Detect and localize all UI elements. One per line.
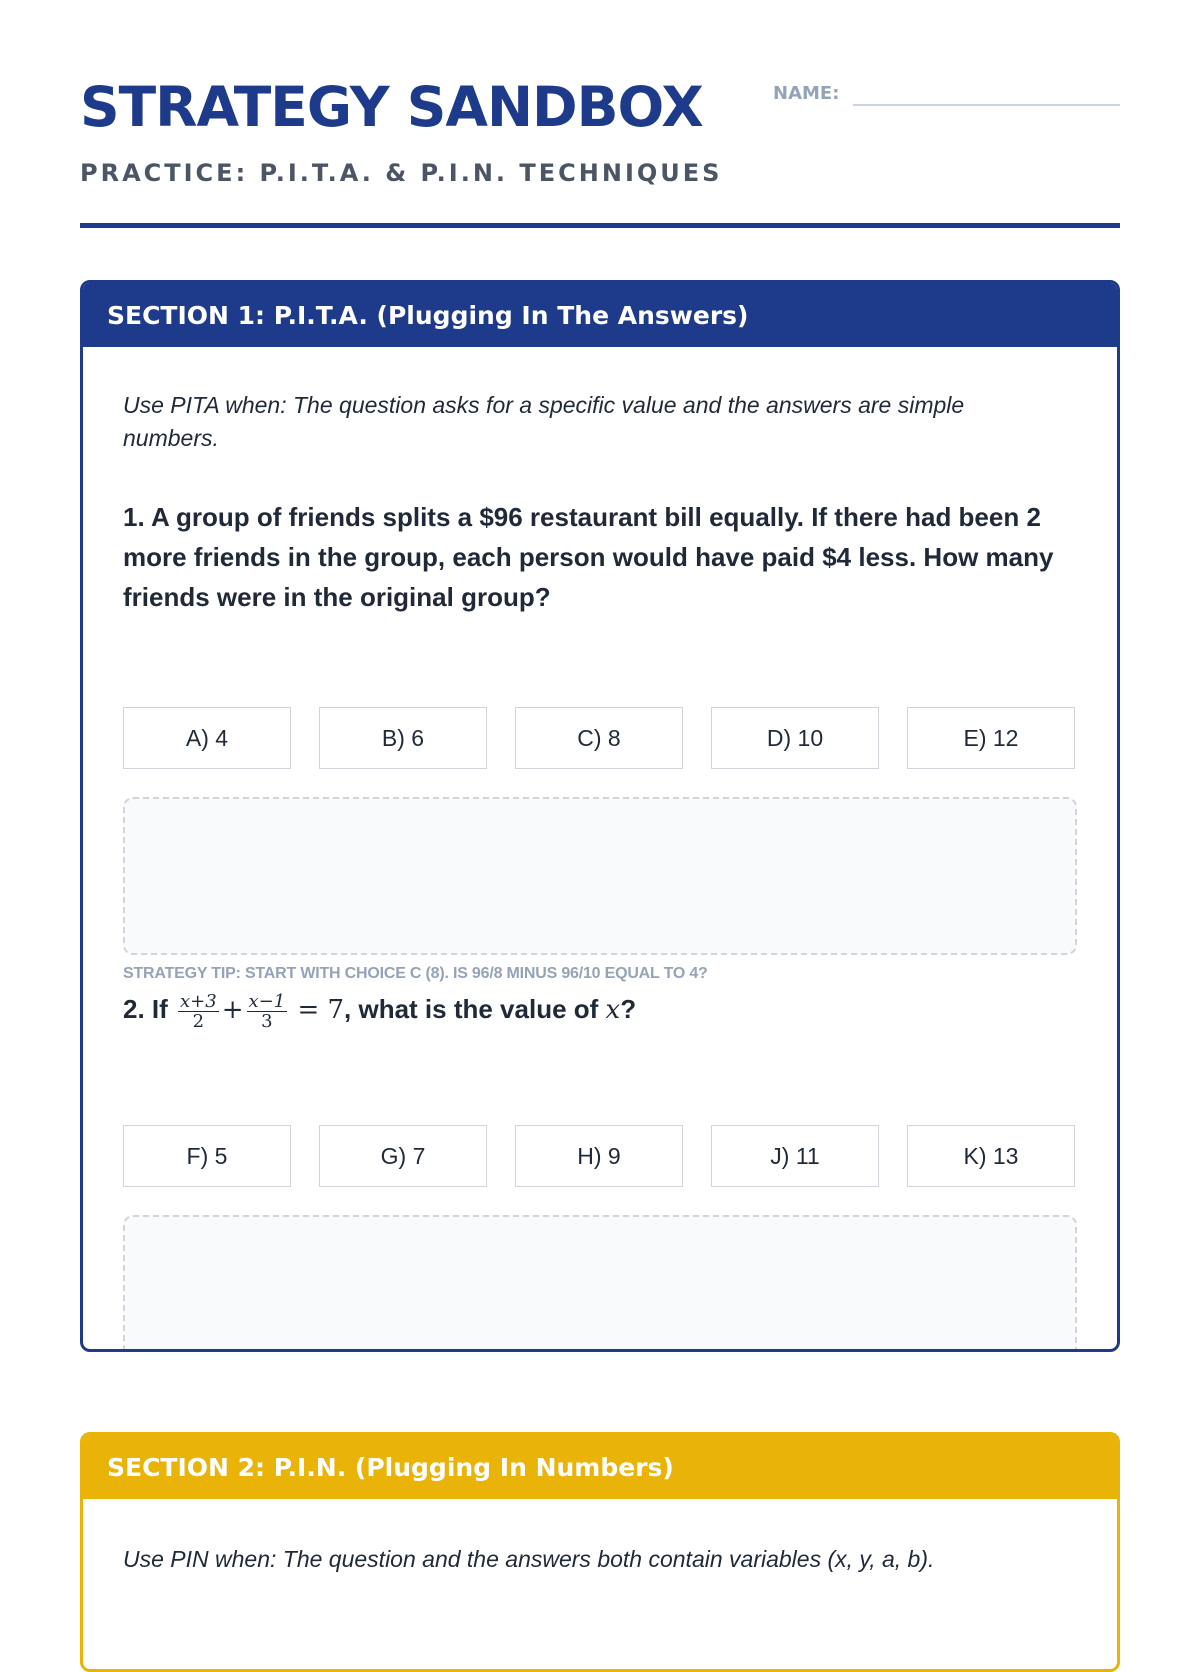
question-2-work-area[interactable]: [123, 1215, 1077, 1352]
fraction-1-denominator: 2: [192, 1010, 205, 1032]
choice-k[interactable]: K) 13: [907, 1125, 1075, 1187]
choice-e[interactable]: E) 12: [907, 707, 1075, 769]
choice-c[interactable]: C) 8: [515, 707, 683, 769]
choice-f[interactable]: F) 5: [123, 1125, 291, 1187]
choice-g[interactable]: G) 7: [319, 1125, 487, 1187]
page-title: STRATEGY SANDBOX: [80, 75, 703, 139]
fraction-1: [178, 992, 219, 1031]
section-pin: [80, 1432, 1120, 1672]
choice-a[interactable]: A) 4: [123, 707, 291, 769]
fraction-2: [247, 992, 288, 1031]
question-2-mark: ?: [620, 994, 637, 1024]
name-label: NAME:: [773, 83, 840, 104]
question-1-work-area[interactable]: [123, 797, 1077, 955]
variable-x: x: [605, 995, 621, 1025]
choice-h[interactable]: H) 9: [515, 1125, 683, 1187]
section-pin-heading: SECTION 2: P.I.N. (Plugging In Numbers): [83, 1435, 1117, 1499]
section-pita-intro: Use PITA when: The question asks for a specific value and the answers are simple numbers.: [123, 392, 965, 451]
page-subtitle: PRACTICE: P.I.T.A. & P.I.N. TECHNIQUES: [80, 159, 723, 187]
fraction-2-numerator: x−1: [248, 990, 286, 1012]
fraction-2-denominator: 3: [261, 1010, 273, 1032]
choice-b[interactable]: B) 6: [319, 707, 487, 769]
question-2-prefix: 2. If: [123, 994, 168, 1024]
equals-seven: = 7: [297, 995, 345, 1025]
strategy-tip: STRATEGY TIP: START WITH CHOICE C (8). IS 96/8 MINUS 96/10 EQUAL TO 4?: [123, 965, 708, 982]
choice-d[interactable]: D) 10: [711, 707, 879, 769]
choice-j[interactable]: J) 11: [711, 1125, 879, 1187]
worksheet-header: [80, 0, 1120, 228]
question-2-suffix: , what is the value of: [344, 994, 599, 1024]
question-2: [123, 989, 1063, 1031]
worksheet-page: [80, 0, 1120, 1572]
question-2-choices: [123, 1125, 1061, 1187]
fraction-1-numerator: x+3: [180, 990, 217, 1012]
section-pin-intro: Use PIN when: The question and the answers both contain variables (x, y, a, b).: [123, 1546, 935, 1572]
question-1: 1. A group of friends splits a $96 restaurant bill equally. If there had been 2 more friends in the group, each person would have paid $4 less. How many friends were in the original group?: [123, 502, 1054, 612]
section-pita-heading: SECTION 1: P.I.T.A. (Plugging In The Answers): [83, 283, 1117, 347]
question-1-choices: [123, 707, 1061, 769]
section-pita: [80, 280, 1120, 1352]
plus-sign: +: [221, 995, 244, 1025]
name-input-line[interactable]: [853, 104, 1120, 106]
